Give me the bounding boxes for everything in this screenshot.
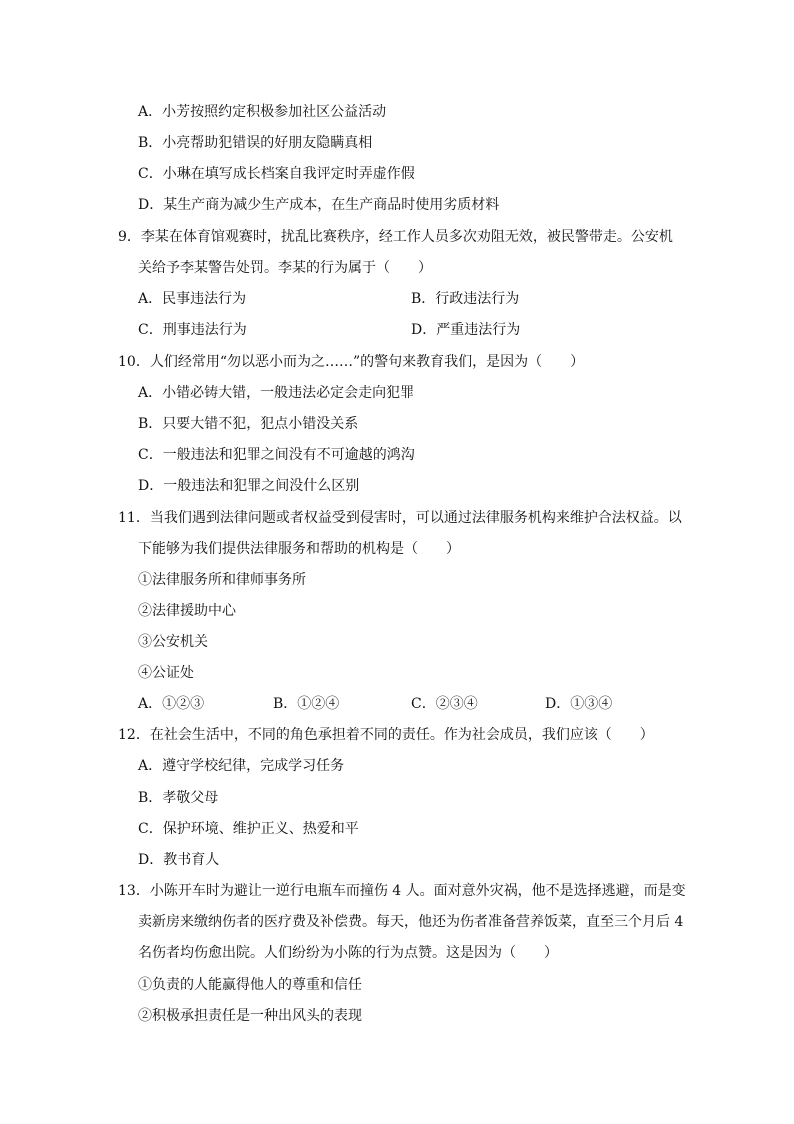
q11-item-2: ②法律援助中心 bbox=[138, 603, 236, 619]
q13-stem-line-2: 卖新房来缴纳伤者的医疗费及补偿费。每天，他还为伤者准备营养饭菜，直至三个月后 4 bbox=[138, 914, 684, 930]
q12-option-c: C．保护环境、维护正义、热爱和平 bbox=[138, 821, 359, 837]
q13-item-1: ①负责的人能赢得他人的尊重和信任 bbox=[138, 977, 362, 993]
q13-stem-line-3: 名伤者均伤愈出院。人们纷纷为小陈的行为点赞。这是因为（ ） bbox=[138, 945, 558, 961]
q12-option-d: D．教书育人 bbox=[138, 852, 220, 868]
q9-option-d: D．严重违法行为 bbox=[411, 322, 521, 338]
q10-option-a: A．小错必铸大错，一般违法必定会走向犯罪 bbox=[138, 385, 415, 401]
q8-option-d: D．某生产商为减少生产成本，在生产商品时使用劣质材料 bbox=[138, 197, 500, 213]
q10-option-c: C．一般违法和犯罪之间没有不可逾越的鸿沟 bbox=[138, 447, 415, 463]
q11-item-3: ③公安机关 bbox=[138, 634, 208, 650]
q12-option-b: B．孝敬父母 bbox=[138, 790, 219, 806]
q13-item-2: ②积极承担责任是一种出风头的表现 bbox=[138, 1008, 362, 1024]
q11-option-d: D．①③④ bbox=[545, 696, 613, 712]
q10-option-d: D．一般违法和犯罪之间没什么区别 bbox=[138, 478, 360, 494]
q13-stem-line-1: 13．小陈开车时为避让一逆行电瓶车而撞伤 4 人。面对意外灾祸，他不是选择逃避，而是变 bbox=[118, 883, 686, 899]
q10-stem: 10．人们经常用“勿以恶小而为之……”的警句来教育我们，是因为（ ） bbox=[118, 354, 585, 370]
q10-option-b: B．只要大错不犯，犯点小错没关系 bbox=[138, 416, 359, 432]
q8-option-c: C．小琳在填写成长档案自我评定时弄虚作假 bbox=[138, 166, 415, 182]
q11-item-4: ④公证处 bbox=[138, 665, 194, 681]
q11-option-a: A．①②③ bbox=[138, 696, 205, 712]
q9-option-c: C．刑事违法行为 bbox=[138, 322, 247, 338]
q11-option-b: B．①②④ bbox=[273, 696, 340, 712]
q11-option-c: C．②③④ bbox=[411, 696, 478, 712]
q11-item-1: ①法律服务所和律师事务所 bbox=[138, 572, 306, 588]
q9-option-b: B．行政违法行为 bbox=[411, 291, 520, 307]
q11-stem-line-1: 11．当我们遇到法律问题或者权益受到侵害时，可以通过法律服务机构来维护合法权益。以 bbox=[118, 510, 682, 526]
q8-option-b: B．小亮帮助犯错误的好朋友隐瞒真相 bbox=[138, 135, 373, 151]
q11-stem-line-2: 下能够为我们提供法律服务和帮助的机构是（ ） bbox=[138, 541, 460, 557]
q9-option-a: A．民事违法行为 bbox=[138, 291, 247, 307]
q12-stem: 12．在社会生活中，不同的角色承担着不同的责任。作为社会成员，我们应该（ ） bbox=[118, 727, 654, 743]
q9-stem-line-1: 9．李某在体育馆观赛时，扰乱比赛秩序，经工作人员多次劝阻无效，被民警带走。公安机 bbox=[118, 229, 673, 245]
q8-option-a: A．小芳按照约定积极参加社区公益活动 bbox=[138, 104, 387, 120]
q9-stem-line-2: 关给予李某警告处罚。李某的行为属于（ ） bbox=[138, 260, 432, 276]
q12-option-a: A．遵守学校纪律，完成学习任务 bbox=[138, 758, 345, 774]
